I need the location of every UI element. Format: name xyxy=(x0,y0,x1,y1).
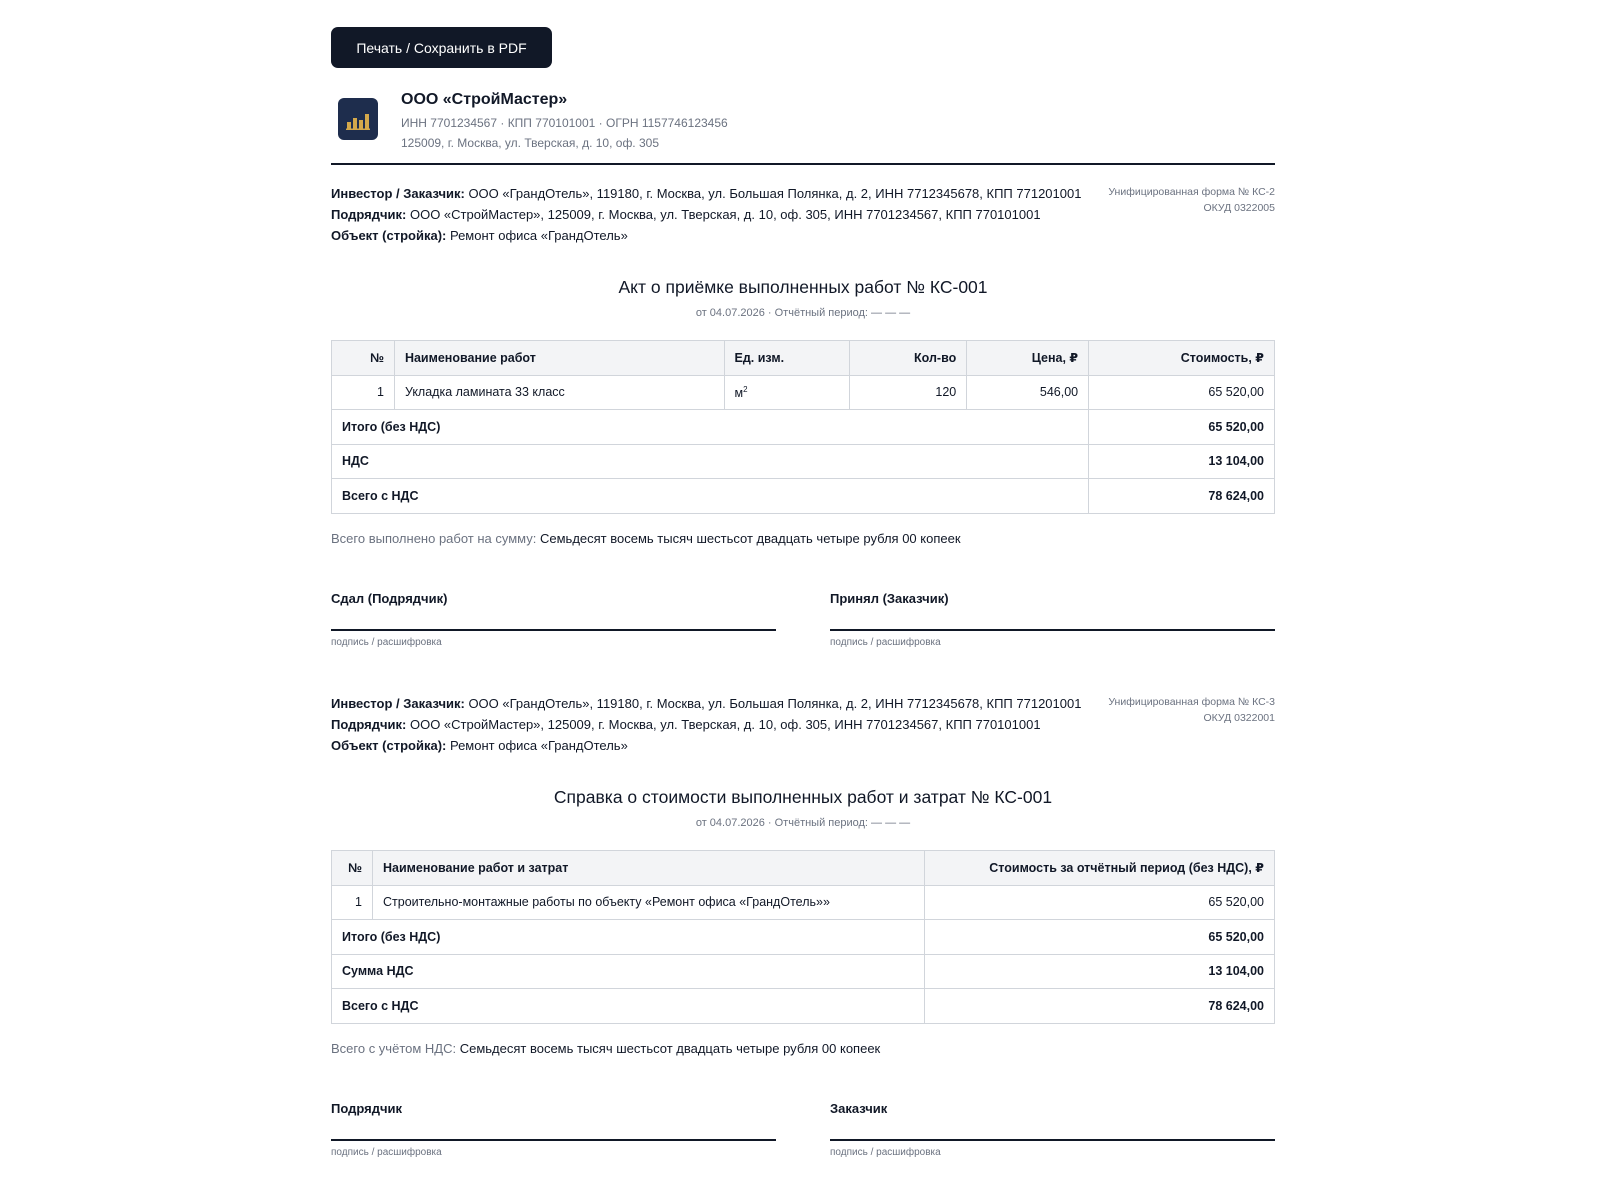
subtotal-label: Итого (без НДС) xyxy=(332,410,1089,445)
col-header-price: Цена, ₽ xyxy=(967,341,1089,376)
row-num: 1 xyxy=(332,375,395,410)
ks3-investor-value: ООО «ГрандОтель», 119180, г. Москва, ул. Большая Полянка, д. 2, ИНН 7712345678, КПП 771201001 xyxy=(464,696,1082,711)
ks2-contractor-value: ООО «СтройМастер», 125009, г. Москва, ул. Тверская, д. 10, оф. 305, ИНН 7701234567, КПП 770101001 xyxy=(406,207,1041,222)
ks2-title: Акт о приёмке выполненных работ № КС-001 xyxy=(618,277,988,297)
ks3-form-name: Унифицированная форма № КС-3 xyxy=(1108,696,1275,708)
subtotal-value: 65 520,00 xyxy=(925,920,1275,955)
ks3-form-code xyxy=(1108,694,1275,726)
col-header-unit: Ед. изм. xyxy=(724,341,850,376)
ks3-object-line xyxy=(331,735,1275,756)
subtotal-row xyxy=(332,410,1275,445)
signature-line xyxy=(830,629,1275,631)
ks2-object-value: Ремонт офиса «ГрандОтель» xyxy=(446,228,628,243)
row-unit xyxy=(724,375,850,410)
row-num: 1 xyxy=(332,885,373,920)
print-save-pdf-button[interactable]: Печать / Сохранить в PDF xyxy=(331,27,552,68)
vat-label: НДС xyxy=(332,444,1089,479)
vat-value: 13 104,00 xyxy=(925,954,1275,989)
ks2-contractor-label: Подрядчик: xyxy=(331,207,407,222)
header-divider xyxy=(331,163,1275,165)
total-row xyxy=(332,989,1275,1024)
company-registration: ИНН 7701234567 · КПП 770101001 · ОГРН 1157746123456 xyxy=(401,116,728,130)
sign-label: Принял (Заказчик) xyxy=(830,591,949,606)
bar-chart-logo-icon xyxy=(338,98,378,140)
col-header-cost: Стоимость, ₽ xyxy=(1089,341,1275,376)
ks3-sign-customer xyxy=(830,1101,1275,1158)
row-cost: 65 520,00 xyxy=(1089,375,1275,410)
ks2-sign-contractor xyxy=(331,591,776,648)
ks2-object-line xyxy=(331,225,1275,246)
signature-line xyxy=(331,1139,776,1141)
signature-line xyxy=(830,1139,1275,1141)
ks3-sum-words: Семьдесят восемь тысяч шестьсот двадцать четыре рубля 00 копеек xyxy=(456,1041,881,1056)
sign-label: Подрядчик xyxy=(331,1101,403,1116)
ks3-costs-table xyxy=(331,850,1275,1024)
col-header-name: Наименование работ xyxy=(394,341,724,376)
col-header-cost: Стоимость за отчётный период (без НДС), ₽ xyxy=(925,851,1275,886)
ks2-sum-label: Всего выполнено работ на сумму: xyxy=(331,531,537,546)
ks2-investor-value: ООО «ГрандОтель», 119180, г. Москва, ул. Большая Полянка, д. 2, ИНН 7712345678, КПП 771201001 xyxy=(464,186,1082,201)
table-row xyxy=(332,885,1275,920)
ks3-object-value: Ремонт офиса «ГрандОтель» xyxy=(446,738,628,753)
subtotal-label: Итого (без НДС) xyxy=(332,920,925,955)
table-header-row xyxy=(332,341,1275,376)
ks3-sum-label: Всего с учётом НДС: xyxy=(331,1041,457,1056)
total-value: 78 624,00 xyxy=(1089,479,1275,514)
ks3-sum-in-words xyxy=(331,1041,880,1056)
row-unit-text: м xyxy=(734,385,744,400)
company-header xyxy=(338,91,1275,165)
col-header-qty: Кол-во xyxy=(850,341,967,376)
col-header-name: Наименование работ и затрат xyxy=(372,851,924,886)
ks2-works-table xyxy=(331,340,1275,514)
ks2-subtitle: от 04.07.2026 · Отчётный период: — — — xyxy=(695,307,911,319)
vat-row xyxy=(332,444,1275,479)
total-label: Всего с НДС xyxy=(332,989,925,1024)
ks3-subtitle: от 04.07.2026 · Отчётный период: — — — xyxy=(695,817,911,829)
total-label: Всего с НДС xyxy=(332,479,1089,514)
total-row xyxy=(332,479,1275,514)
table-header-row xyxy=(332,851,1275,886)
col-header-num: № xyxy=(332,851,373,886)
vat-label: Сумма НДС xyxy=(332,954,925,989)
company-name: ООО «СтройМастер» xyxy=(401,91,568,108)
ks2-form-okud: ОКУД 0322005 xyxy=(1203,202,1275,214)
signature-hint: подпись / расшифровка xyxy=(331,1147,442,1158)
company-address: 125009, г. Москва, ул. Тверская, д. 10, оф. 305 xyxy=(401,136,659,150)
row-name: Укладка ламината 33 класс xyxy=(394,375,724,410)
subtotal-row xyxy=(332,920,1275,955)
ks2-form-name: Унифицированная форма № КС-2 xyxy=(1108,186,1275,198)
signature-hint: подпись / расшифровка xyxy=(830,637,941,648)
ks3-sign-contractor xyxy=(331,1101,776,1158)
row-price: 546,00 xyxy=(967,375,1089,410)
ks3-title: Справка о стоимости выполненных работ и затрат № КС-001 xyxy=(553,787,1053,807)
sign-label: Заказчик xyxy=(830,1101,888,1116)
vat-value: 13 104,00 xyxy=(1089,444,1275,479)
ks2-form-code xyxy=(1108,184,1275,216)
ks3-object-label: Объект (стройка): xyxy=(331,738,447,753)
table-row xyxy=(332,375,1275,410)
row-unit-sup: 2 xyxy=(743,384,748,394)
ks3-contractor-label: Подрядчик: xyxy=(331,717,407,732)
ks3-contractor-value: ООО «СтройМастер», 125009, г. Москва, ул. Тверская, д. 10, оф. 305, ИНН 7701234567, КПП 770101001 xyxy=(406,717,1041,732)
ks2-investor-label: Инвестор / Заказчик: xyxy=(331,186,465,201)
signature-hint: подпись / расшифровка xyxy=(830,1147,941,1158)
ks2-sum-in-words xyxy=(331,531,961,546)
row-name: Строительно-монтажные работы по объекту «Ремонт офиса «ГрандОтель»» xyxy=(372,885,924,920)
subtotal-value: 65 520,00 xyxy=(1089,410,1275,445)
signature-line xyxy=(331,629,776,631)
vat-row xyxy=(332,954,1275,989)
signature-hint: подпись / расшифровка xyxy=(331,637,442,648)
col-header-num: № xyxy=(332,341,395,376)
row-qty: 120 xyxy=(850,375,967,410)
ks2-object-label: Объект (стройка): xyxy=(331,228,447,243)
total-value: 78 624,00 xyxy=(925,989,1275,1024)
row-cost: 65 520,00 xyxy=(925,885,1275,920)
sign-label: Сдал (Подрядчик) xyxy=(331,591,448,606)
ks2-sign-customer xyxy=(830,591,1275,648)
ks3-investor-label: Инвестор / Заказчик: xyxy=(331,696,465,711)
ks2-sum-words: Семьдесят восемь тысяч шестьсот двадцать четыре рубля 00 копеек xyxy=(536,531,961,546)
ks3-form-okud: ОКУД 0322001 xyxy=(1203,712,1275,724)
